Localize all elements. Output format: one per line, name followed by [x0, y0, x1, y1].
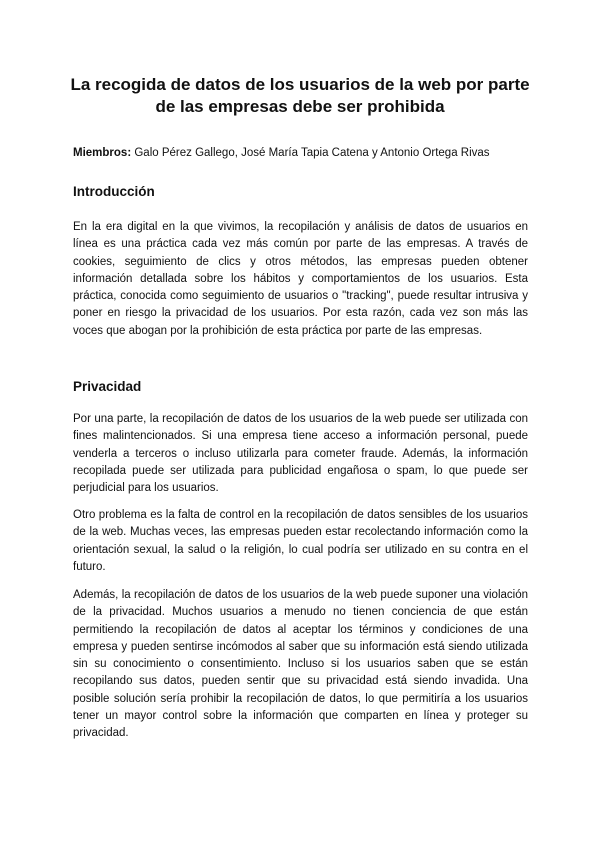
members-line [73, 146, 533, 160]
paragraph-introduccion: En la era digital en la que vivimos, la recopilación y análisis de datos de usuarios en línea es una práctica cada vez más común por parte de las empresas. A través de cookies, seguimiento de clics y otros métodos, las empresas pueden obtener información detallada sobre los hábitos y comportamientos de los usuarios. Esta práctica, conocida como seguimiento de usuarios o "tracking", puede resultar intrusiva y poner en riesgo la privacidad de los usuarios. Por esta razón, cada vez son más las voces que abogan por la prohibición de esta práctica por parte de las empresas. [73, 221, 528, 337]
members-label: Miembros: [73, 147, 132, 159]
paragraph-privacidad-3: Además, la recopilación de datos de los usuarios de la web puede suponer una violación de la privacidad. Muchos usuarios a menudo no tienen conciencia de que están permitiendo la recopilación de datos al aceptar los términos y condiciones de una empresa y pueden sentirse incómodos al saber que su información está siendo utilizada sin su conocimiento o consentimiento. Incluso si los usuarios saben que se están recopilando sus datos, pueden sentir que su privacidad está siendo invadida. Una posible solución sería prohibir la recopilación de datos, lo que permitiría a los usuarios tener un mayor control sobre la información que comparten en línea y proteger su privacidad. [73, 589, 528, 740]
section-heading-privacidad: Privacidad [73, 379, 142, 394]
document-title: La recogida de datos de los usuarios de la web por parte de las empresas debe ser prohibida [70, 75, 530, 116]
paragraph-privacidad-2: Otro problema es la falta de control en la recopilación de datos sensibles de los usuarios de la web. Muchas veces, las empresas pueden estar recolectando información como la orientación sexual, la salud o la religión, lo cual podría ser utilizado en su contra en el futuro. [73, 509, 528, 573]
members-names: Galo Pérez Gallego, José María Tapia Catena y Antonio Ortega Rivas [131, 147, 490, 159]
section-heading-introduccion: Introducción [73, 184, 155, 199]
paragraph-privacidad-1: Por una parte, la recopilación de datos de los usuarios de la web puede ser utilizada con fines malintencionados. Si una empresa tiene acceso a información personal, puede venderla a terceros o incluso utilizarla para cometer fraude. Además, la información recopilada puede ser utilizada para publicidad engañosa o spam, lo que puede ser perjudicial para los usuarios. [73, 413, 528, 495]
